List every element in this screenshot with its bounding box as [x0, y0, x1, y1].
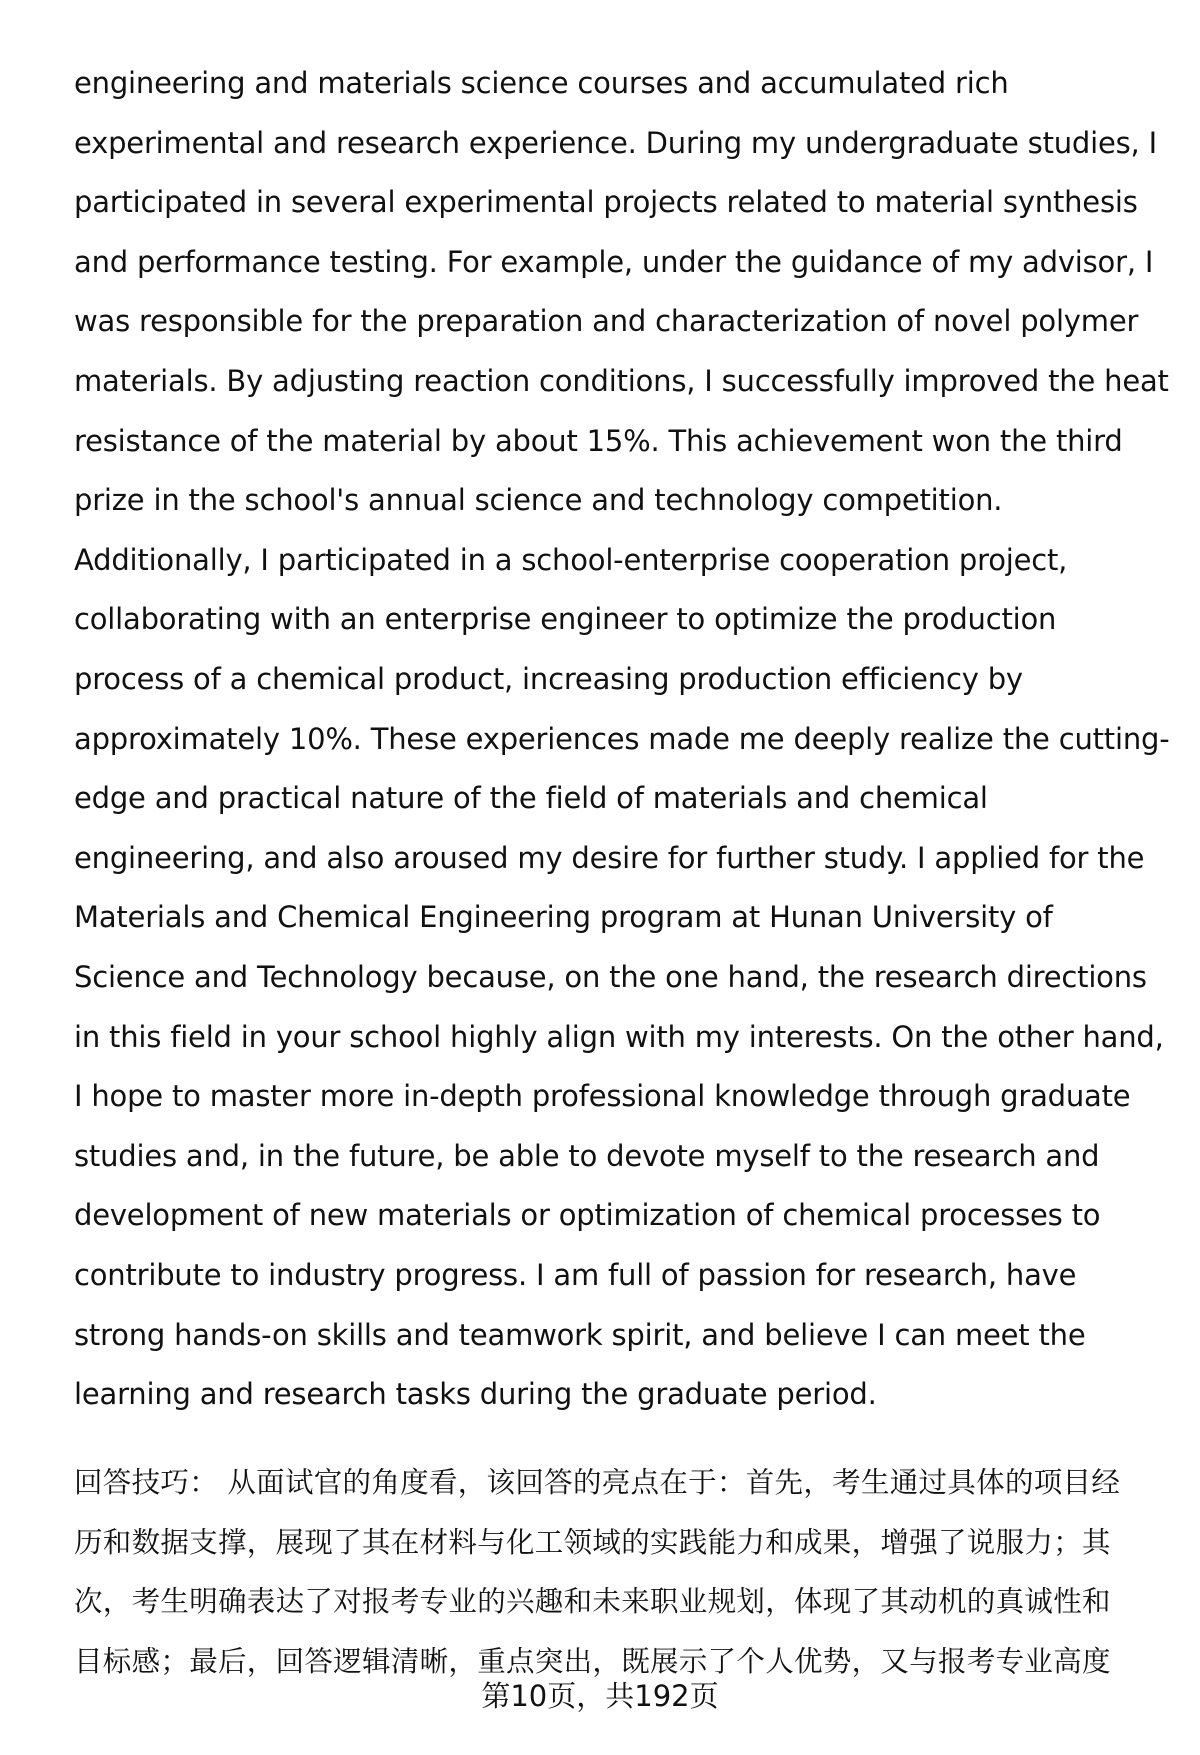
body-text-line: learning and research tasks during the graduate period. — [74, 1377, 877, 1412]
body-text-line: approximately 10%. These experiences made me deeply realize the cutting- — [74, 721, 1170, 756]
body-text-line: prize in the school's annual science and technology competition. — [74, 483, 1003, 518]
tips-text-line: 目标感；最后，回答逻辑清晰，重点突出，既展示了个人优势，又与报考专业高度 — [74, 1644, 1111, 1678]
body-text-line: collaborating with an enterprise engineer to optimize the production — [74, 602, 1057, 637]
body-text-line: engineering, and also aroused my desire for further study. I applied for the — [74, 840, 1145, 875]
page-footer: 第10页，共192页 — [481, 1679, 719, 1713]
body-text-line: participated in several experimental projects related to material synthesis — [74, 185, 1138, 220]
body-text-line: process of a chemical product, increasing production efficiency by — [74, 662, 1023, 696]
body-text-line: resistance of the material by about 15%. This achievement won the third — [74, 423, 1123, 458]
body-text-line: engineering and materials science courses and accumulated rich — [74, 66, 1009, 100]
body-text-line: contribute to industry progress. I am full of passion for research, have — [74, 1258, 1077, 1292]
tips-text-line: 历和数据支撑，展现了其在材料与化工领域的实践能力和成果，增强了说服力；其 — [74, 1525, 1111, 1559]
body-text-line: in this field in your school highly align with my interests. On the other hand, — [74, 1019, 1164, 1054]
body-text-line: Additionally, I participated in a school-enterprise cooperation project, — [74, 542, 1068, 577]
body-text-line: experimental and research experience. During my undergraduate studies, I — [74, 125, 1157, 160]
body-text-line: development of new materials or optimization of chemical processes to — [74, 1198, 1101, 1233]
body-text-line: Science and Technology because, on the one hand, the research directions — [74, 960, 1147, 994]
body-text-line: Materials and Chemical Engineering program at Hunan University of — [74, 900, 1053, 935]
body-text-line: materials. By adjusting reaction conditions, I successfully improved the heat — [74, 364, 1169, 398]
body-text-line: strong hands-on skills and teamwork spirit, and believe I can meet the — [74, 1317, 1086, 1352]
tips-text-line: 次，考生明确表达了对报考专业的兴趣和未来职业规划，体现了其动机的真诚性和 — [74, 1585, 1111, 1619]
body-text-line: edge and practical nature of the field of materials and chemical — [74, 781, 988, 816]
body-text-line: and performance testing. For example, under the guidance of my advisor, I — [74, 244, 1154, 279]
body-text-line: I hope to master more in-depth professional knowledge through graduate — [74, 1079, 1131, 1114]
tips-text-line: 回答技巧： 从面试官的角度看，该回答的亮点在于：首先，考生通过具体的项目经 — [74, 1466, 1121, 1499]
body-text-line: studies and, in the future, be able to devote myself to the research and — [74, 1138, 1100, 1173]
body-text-line: was responsible for the preparation and characterization of novel polymer — [74, 304, 1139, 339]
